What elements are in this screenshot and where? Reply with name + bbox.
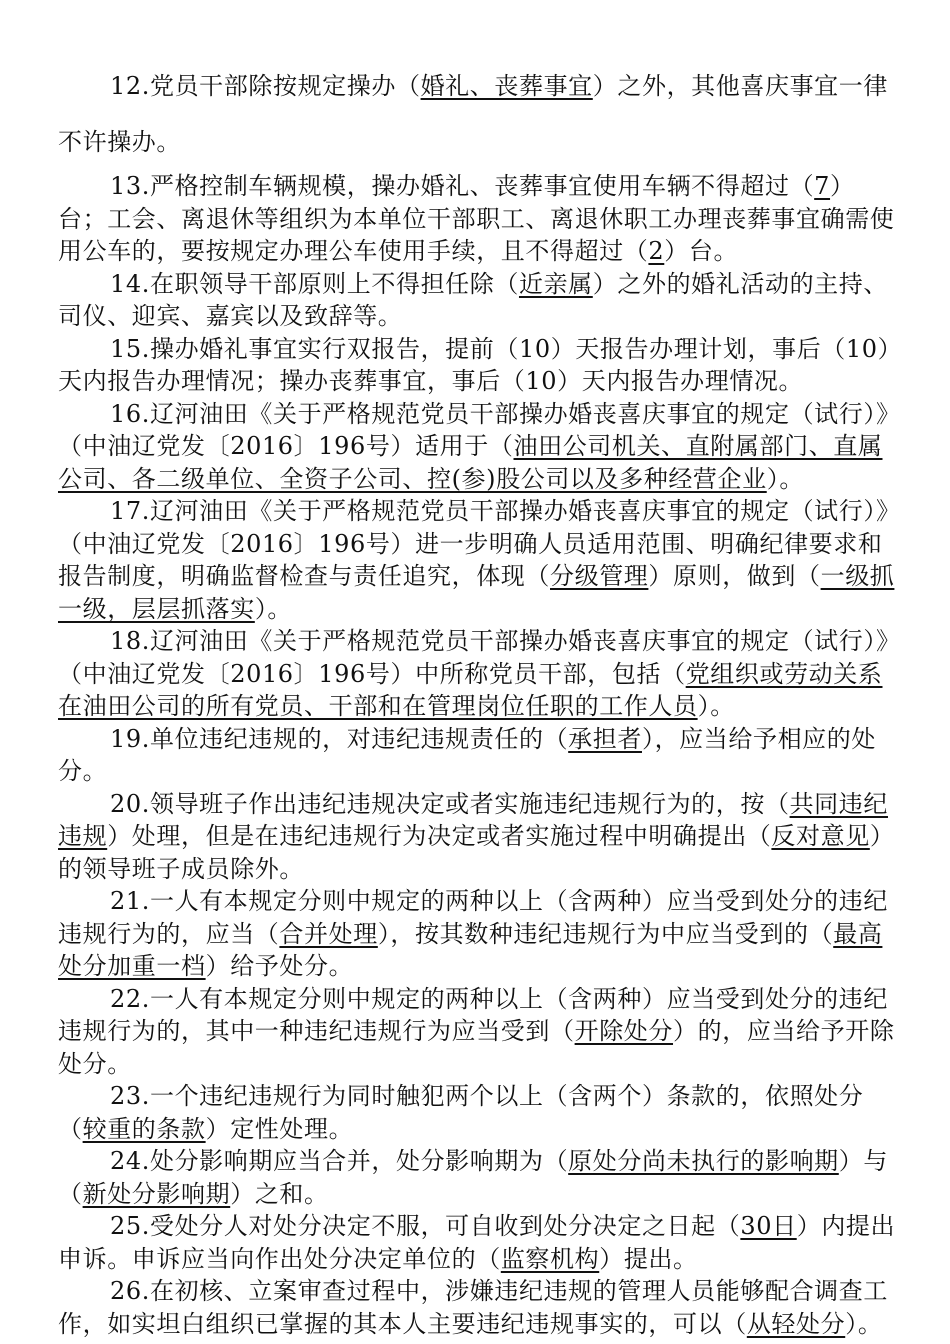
question-text: ）内提出申诉。申诉应当向作出处分决定单位的（ [58, 1212, 896, 1273]
answer-blank: 近亲属 [518, 269, 593, 298]
question-text: ）原则，做到（ [648, 562, 821, 590]
question-item-16 [58, 398, 898, 496]
question-item-24 [58, 1145, 898, 1210]
question-text: 19.单位违纪违规的，对违纪违规责任的（ [110, 724, 569, 753]
question-text: 24.处分影响期应当合并，处分影响期为（ [110, 1147, 569, 1175]
answer-blank: 反对意见 [771, 822, 870, 850]
question-text: ）。 [697, 692, 735, 720]
answer-blank: 30日 [740, 1212, 797, 1240]
question-text: 21.一人有本规定分则中规定的两种以上（含两种）应当受到处分的违纪违规行为的，应当（ [58, 887, 888, 948]
question-text: ）。 [845, 1309, 883, 1338]
question-text: 20.领导班子作出违纪违规决定或者实施违纪违规行为的，按（ [110, 789, 790, 818]
answer-blank: 新处分影响期 [82, 1179, 231, 1208]
answer-blank: 监察机构 [500, 1244, 600, 1273]
question-item-12 [58, 58, 898, 170]
question-item-19 [58, 723, 898, 788]
answer-blank: 合并处理 [279, 919, 378, 948]
question-text: ）的领导班子成员除外。 [58, 822, 895, 883]
question-text: ）。 [254, 594, 293, 623]
question-text: ）给予处分。 [205, 952, 354, 980]
question-text: ）台；工会、离退休等组织为本单位干部职工、离退休职工办理丧葬事宜确需使用公车的，要按规定办理公车使用手续，且不得超过（ [58, 172, 895, 265]
answer-blank: 7 [814, 172, 831, 200]
question-text: ）与（ [58, 1147, 888, 1208]
question-item-26 [58, 1275, 898, 1340]
question-text: ）处理，但是在违纪违规行为决定或者实施过程中明确提出（ [107, 822, 772, 850]
question-text: 15.操办婚礼事宜实行双报告，提前（10）天报告办理计划，事后（10）天内报告办理情况；操办丧葬事宜，事后（10）天内报告办理情况。 [58, 334, 891, 395]
question-text: ）台。 [664, 237, 739, 265]
question-text: ）定性处理。 [205, 1114, 354, 1143]
question-text: ）之外的婚礼活动的主持、司仪、迎宾、嘉宾以及致辞等。 [58, 269, 888, 330]
question-item-18 [58, 625, 898, 723]
question-item-17 [58, 495, 898, 625]
question-list [58, 58, 898, 1340]
question-item-25 [58, 1210, 898, 1275]
question-text: 23.一个违纪违规行为同时触犯两个以上（含两个）条款的，依照处分（ [58, 1082, 864, 1143]
answer-blank: 婚礼、丧葬事宜 [420, 72, 593, 100]
question-text: ），应当给予相应的处分。 [58, 724, 876, 785]
question-text: ）之和。 [230, 1179, 329, 1208]
question-text: 26.在初核、立案审查过程中，涉嫌违纪违规的管理人员能够配合调查工作，如实坦白组织已掌握的其本人主要违纪违规事实的，可以（ [58, 1277, 888, 1338]
answer-blank: 原处分尚未执行的影响期 [568, 1147, 839, 1175]
answer-blank: 最高处分加重一档 [58, 919, 883, 980]
answer-blank: 一级抓一级，层层抓落实 [58, 562, 895, 623]
answer-blank: 从轻处分 [746, 1309, 846, 1338]
question-text: ）。 [766, 464, 804, 493]
question-text: 17.辽河油田《关于严格规范党员干部操办婚丧喜庆事宜的规定（试行）》（中油辽党发〔2016〕196号）进一步明确人员适用范围、明确纪律要求和报告制度，明确监督检查与责任追究，体现（ [58, 497, 889, 590]
answer-blank: 共同违纪违规 [58, 789, 888, 850]
question-item-13 [58, 170, 898, 268]
answer-blank: 油田公司机关、直附属部门、直属公司、各二级单位、全资子公司、控(参)股公司以及多种经营企业 [58, 432, 883, 493]
answer-blank: 较重的条款 [82, 1114, 206, 1143]
question-text: 16.辽河油田《关于严格规范党员干部操办婚丧喜庆事宜的规定（试行）》（中油辽党发〔2016〕196号）适用于（ [58, 399, 889, 460]
answer-blank: 党组织或劳动关系在油田公司的所有党员、干部和在管理岗位任职的工作人员 [58, 659, 883, 720]
question-text: 14.在职领导干部原则上不得担任除（ [110, 269, 519, 298]
question-text: 18.辽河油田《关于严格规范党员干部操办婚丧喜庆事宜的规定（试行）》（中油辽党发〔2016〕196号）中所称党员干部，包括（ [58, 627, 889, 688]
question-text: 22.一人有本规定分则中规定的两种以上（含两种）应当受到处分的违纪违规行为的，其中一种违纪违规行为应当受到（ [58, 984, 888, 1045]
answer-blank: 开除处分 [574, 1017, 674, 1045]
question-item-22 [58, 983, 898, 1081]
question-text: ）提出。 [599, 1244, 698, 1273]
question-item-20 [58, 788, 898, 886]
question-text: 12.党员干部除按规定操办（ [110, 72, 421, 100]
question-text: ）之外，其他喜庆事宜一律不许操办。 [58, 72, 888, 156]
question-item-23 [58, 1080, 898, 1145]
question-text: ）的，应当给予开除处分。 [58, 1017, 895, 1078]
answer-blank: 2 [648, 237, 665, 265]
question-text: 13.严格控制车辆规模，操办婚礼、丧葬事宜使用车辆不得超过（ [110, 172, 815, 200]
answer-blank: 承担者 [568, 724, 642, 753]
question-item-14 [58, 268, 898, 333]
question-text: ），按其数种违纪违规行为中应当受到的（ [377, 919, 834, 948]
question-text: 25.受处分人对处分决定不服，可自收到处分决定之日起（ [110, 1212, 741, 1240]
question-item-21 [58, 885, 898, 983]
question-item-15 [58, 333, 898, 398]
answer-blank: 分级管理 [550, 562, 649, 590]
